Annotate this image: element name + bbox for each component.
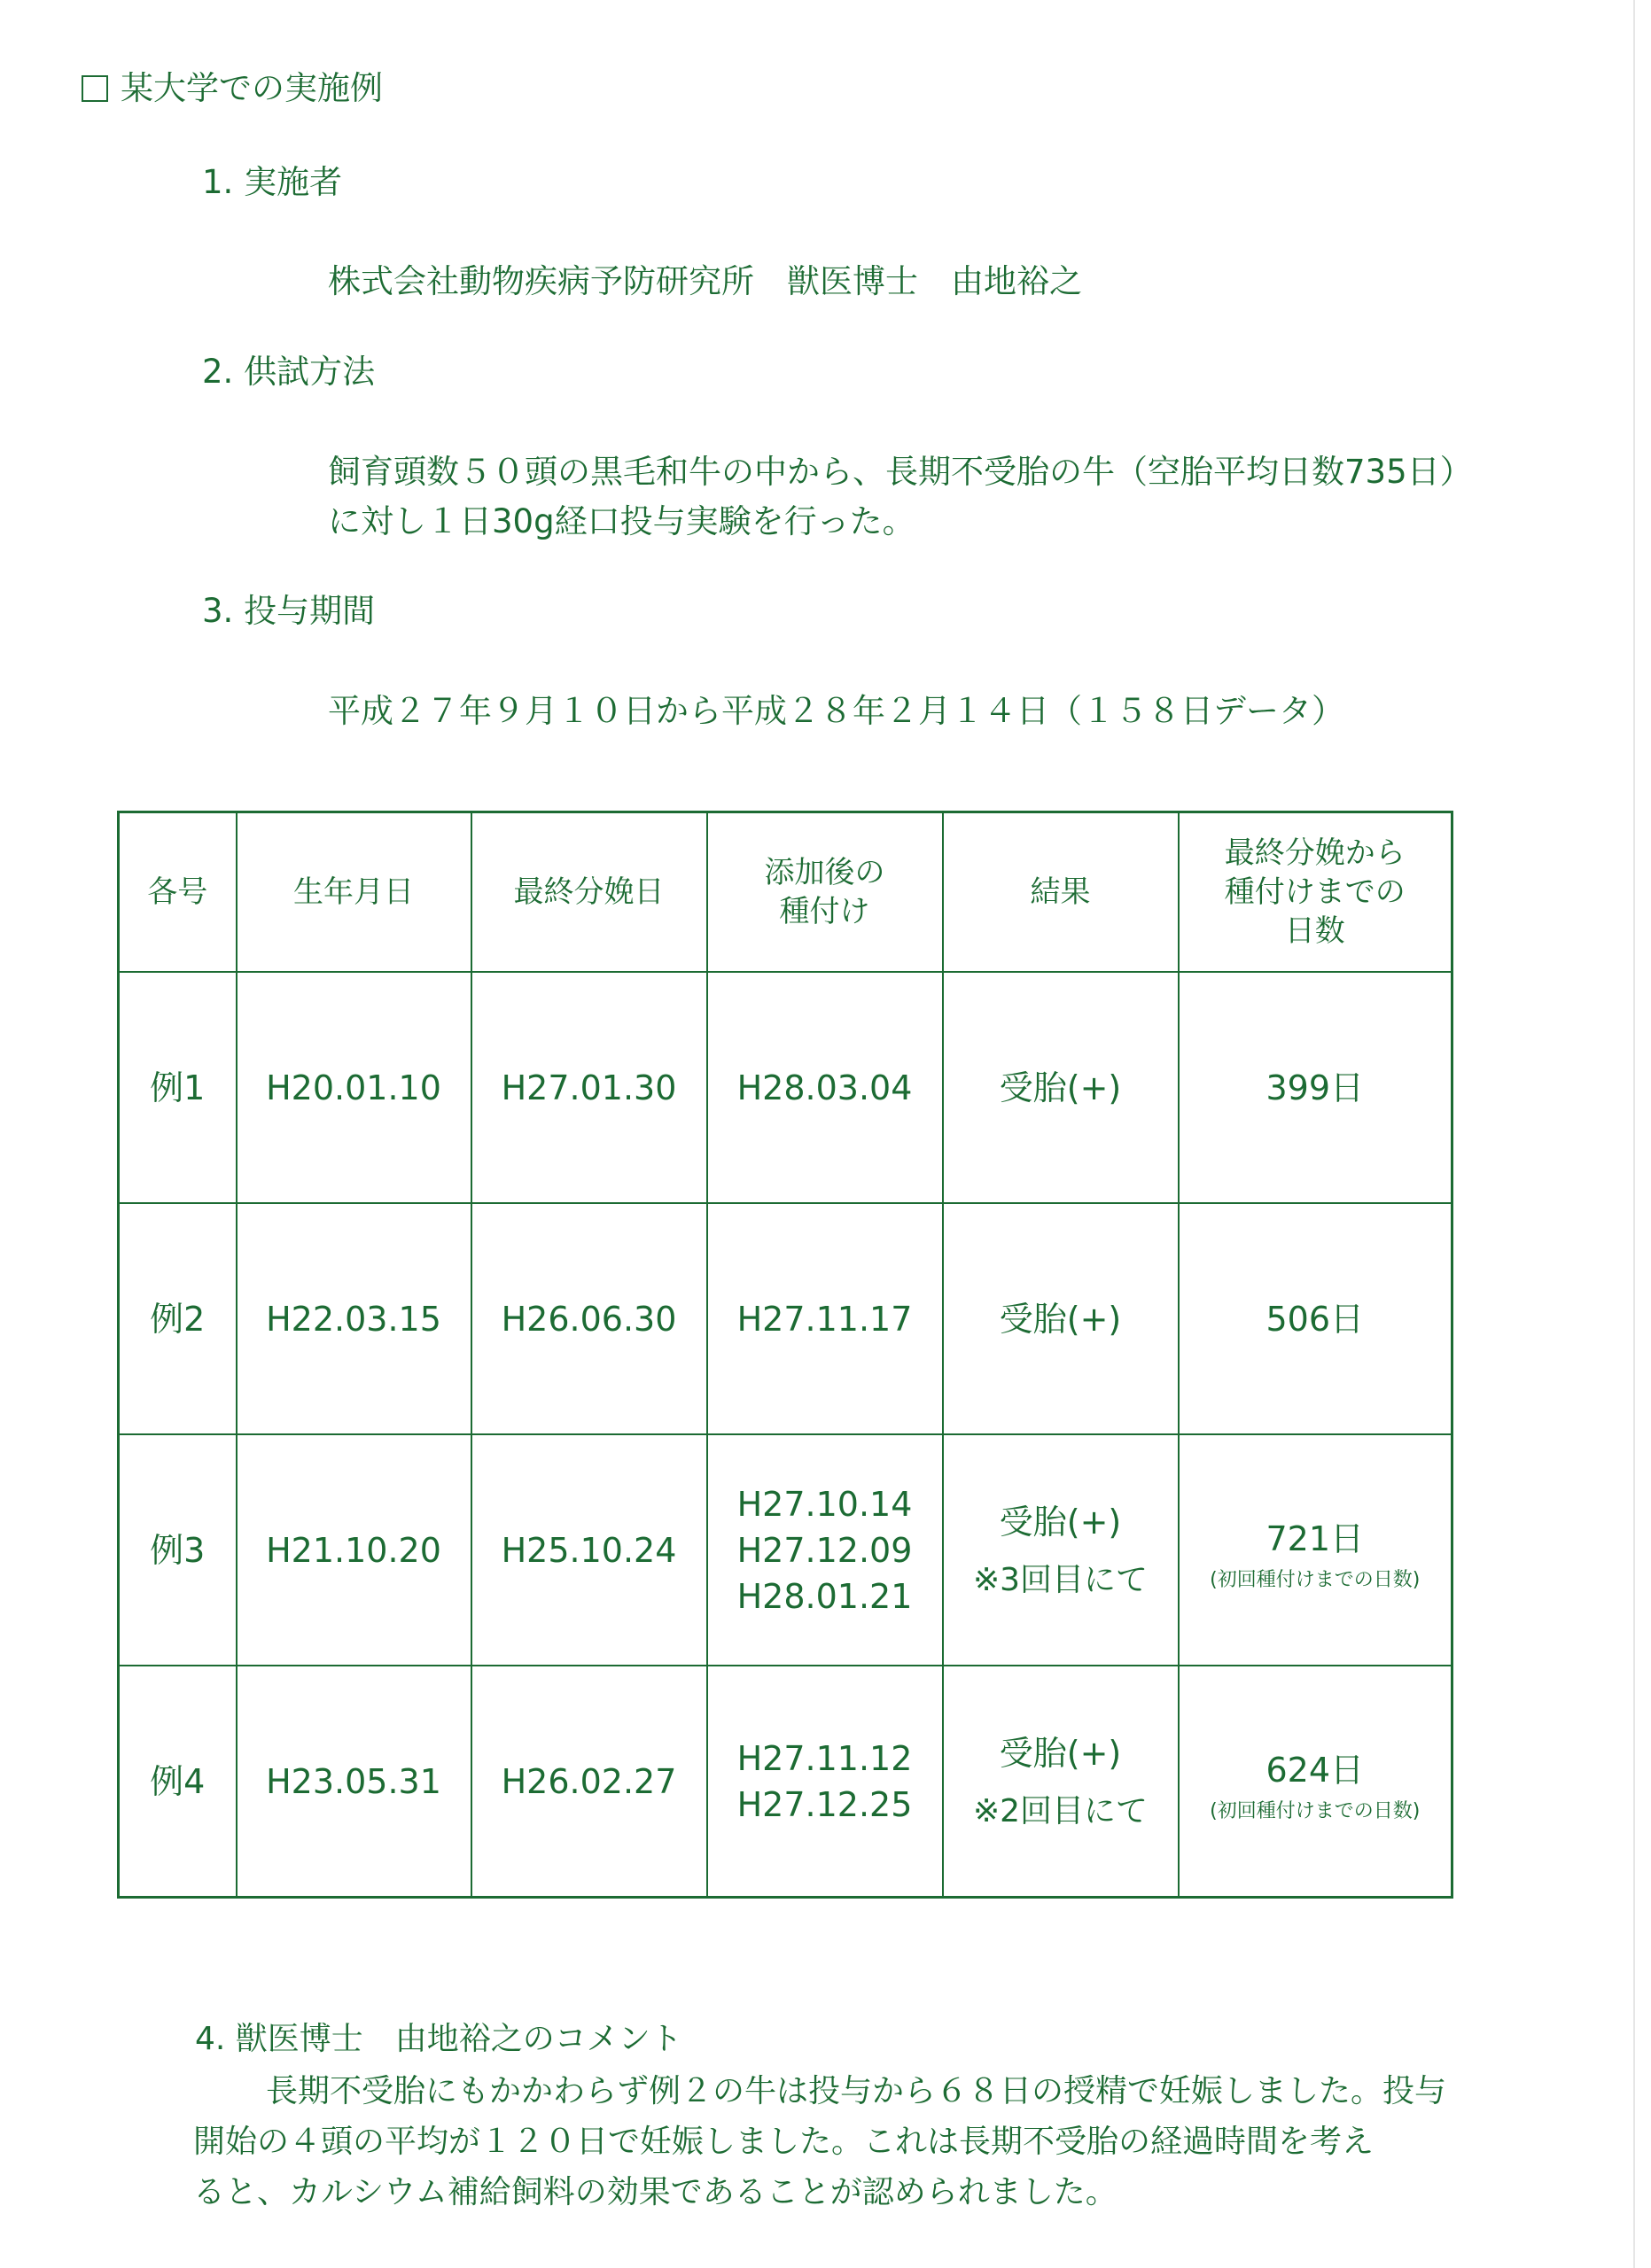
- cell-birth-date: H23.05.31: [237, 1666, 471, 1898]
- header-birth-date: 生年月日: [237, 812, 471, 973]
- days-note: (初回種付けまでの日数): [1210, 1799, 1421, 1822]
- section-heading-period: 3. 投与期間: [202, 592, 376, 630]
- table-row: [119, 1434, 1452, 1666]
- cell-case: 例3: [119, 1434, 237, 1666]
- result-note: ※2回目にて: [972, 1792, 1149, 1829]
- cell-last-calving: H26.06.30: [471, 1203, 707, 1434]
- document-title: [82, 66, 383, 112]
- cell-result: 受胎(+) ※3回目にて: [943, 1434, 1179, 1666]
- cell-insemination: H28.03.04: [707, 972, 943, 1203]
- cell-case: 例4: [119, 1666, 237, 1898]
- header-result: 結果: [943, 812, 1179, 973]
- page-edge: [1633, 0, 1635, 2268]
- cell-last-calving: H25.10.24: [471, 1434, 707, 1666]
- cell-birth-date: H21.10.20: [237, 1434, 471, 1666]
- cell-result: 受胎(+): [943, 1203, 1179, 1434]
- cell-result: 受胎(+) ※2回目にて: [943, 1666, 1179, 1898]
- cell-insemination: H27.10.14 H27.12.09 H28.01.21: [707, 1434, 943, 1666]
- cell-days: 506日: [1179, 1203, 1452, 1434]
- header-case: 各号: [119, 812, 237, 973]
- section-heading-method: 2. 供試方法: [202, 353, 376, 391]
- comment-line-2: 開始の４頭の平均が１２０日で妊娠しました。これは長期不受胎の経過時間を考え: [193, 2124, 1375, 2160]
- table-header-row: [119, 812, 1452, 973]
- cell-days: 624日 (初回種付けまでの日数): [1179, 1666, 1452, 1898]
- comment-body: [193, 2066, 1455, 2218]
- header-days: 最終分娩から 種付けまでの 日数: [1179, 812, 1452, 973]
- cell-insemination: H27.11.12 H27.12.25: [707, 1666, 943, 1898]
- implementer-text: 株式会社動物疾病予防研究所 獣医博士 由地裕之: [328, 262, 1082, 300]
- table-row: [119, 1203, 1452, 1434]
- section-body-period: [328, 687, 1344, 736]
- cell-birth-date: H20.01.10: [237, 972, 471, 1203]
- comment-line-3: ると、カルシウム補給飼料の効果であることが認められました。: [193, 2174, 1118, 2210]
- header-insemination: 添加後の 種付け: [707, 812, 943, 973]
- result-note: ※3回目にて: [972, 1561, 1149, 1598]
- header-last-calving: 最終分娩日: [471, 812, 707, 973]
- checkbox-square-icon: [82, 75, 108, 102]
- cell-days: 721日 (初回種付けまでの日数): [1179, 1434, 1452, 1666]
- cell-insemination: H27.11.17: [707, 1203, 943, 1434]
- comment-heading: 4. 獣医博士 由地裕之のコメント: [195, 2021, 682, 2057]
- cell-case: 例1: [119, 972, 237, 1203]
- results-table: [117, 811, 1453, 1899]
- cell-result: 受胎(+): [943, 972, 1179, 1203]
- comment-line-1: 長期不受胎にもかかわらず例２の牛は投与から６８日の授精で妊娠しました。投与: [266, 2073, 1447, 2109]
- cell-last-calving: H27.01.30: [471, 972, 707, 1203]
- period-text: 平成２７年９月１０日から平成２８年２月１４日（１５８日データ）: [328, 692, 1344, 730]
- section-body-method: [328, 447, 1473, 547]
- section-heading-implementer: 1. 実施者: [202, 163, 343, 201]
- method-line-2: に対し１日30g経口投与実験を行った。: [328, 502, 915, 540]
- method-line-1: 飼育頭数５０頭の黒毛和牛の中から、長期不受胎の牛（空胎平均日数735日）: [328, 453, 1473, 491]
- cell-last-calving: H26.02.27: [471, 1666, 707, 1898]
- table-row: [119, 1666, 1452, 1898]
- document-title-text: 某大学での実施例: [121, 69, 383, 107]
- table-row: [119, 972, 1452, 1203]
- section-body-implementer: [328, 257, 1082, 307]
- cell-birth-date: H22.03.15: [237, 1203, 471, 1434]
- cell-case: 例2: [119, 1203, 237, 1434]
- days-note: (初回種付けまでの日数): [1210, 1568, 1421, 1591]
- cell-days: 399日: [1179, 972, 1452, 1203]
